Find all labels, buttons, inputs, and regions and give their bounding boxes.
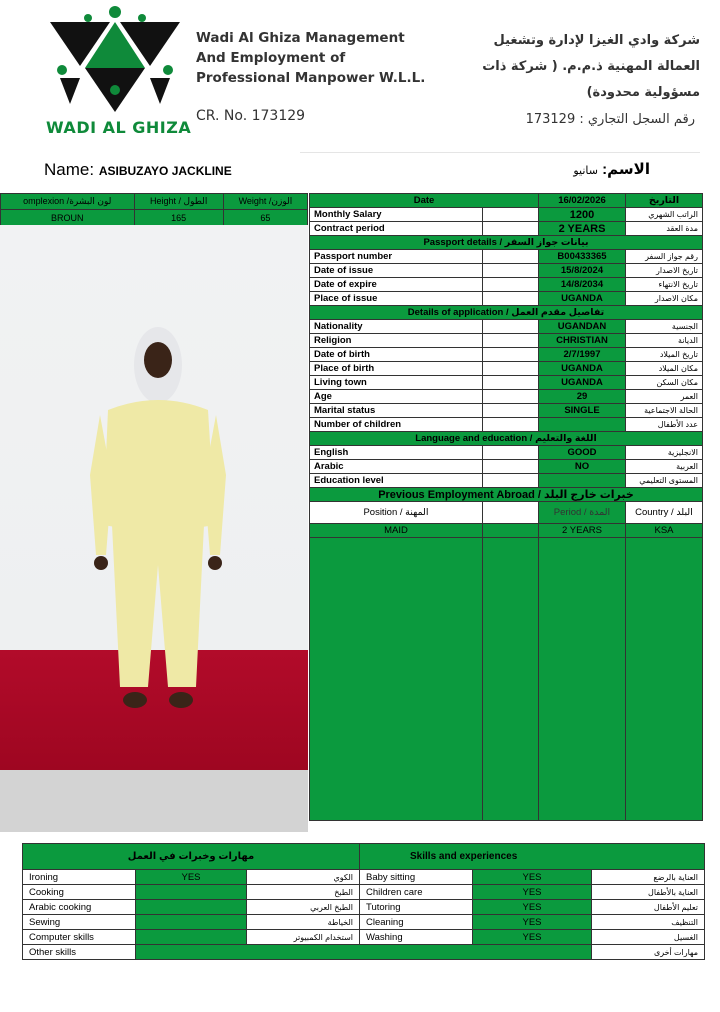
details-table [309, 193, 703, 821]
name-label: Name: [44, 160, 95, 179]
education-label: Education level [310, 474, 483, 488]
issue-date-ar: تاريخ الاصدار [626, 264, 703, 278]
country-header: Country / البلد [626, 502, 703, 524]
cr-number: CR. No. 173129 [196, 108, 306, 124]
contract-label-ar: مدة العقد [626, 222, 703, 236]
complexion-value: BROUN [1, 210, 135, 226]
employment-empty-area [310, 538, 703, 821]
candidate-photo [0, 225, 308, 770]
skill-right-label: Washing [360, 930, 473, 945]
birth-place-value: UGANDA [539, 362, 626, 376]
expire-date-label: Date of expire [310, 278, 483, 292]
skill-left-value: YES [136, 870, 247, 885]
skill-left-label: Sewing [23, 915, 136, 930]
skill-row [23, 930, 705, 945]
skill-right-label: Tutoring [360, 900, 473, 915]
date-label: Date [310, 194, 539, 208]
photo-background-fill [0, 770, 308, 832]
issue-date-label: Date of issue [310, 264, 483, 278]
issue-place-ar: مكان الاصدار [626, 292, 703, 306]
other-skills-row [23, 945, 705, 960]
nationality-ar: الجنسية [626, 320, 703, 334]
physical-table [0, 193, 308, 226]
skill-left-value [136, 885, 247, 900]
salary-label-ar: الراتب الشهري [626, 208, 703, 222]
religion-ar: الديانة [626, 334, 703, 348]
weight-value: 65 [223, 210, 307, 226]
arabic-ar: العربية [626, 460, 703, 474]
arabic-value: NO [539, 460, 626, 474]
date-value: 16/02/2026 [539, 194, 626, 208]
height-value: 165 [134, 210, 223, 226]
skill-right-ar: العناية بالرضع [592, 870, 705, 885]
period-header: Period / المدة [539, 502, 626, 524]
religion-label: Religion [310, 334, 483, 348]
company-logo [40, 4, 200, 140]
contract-value: 2 YEARS [539, 222, 626, 236]
company-name-en: Wadi Al Ghiza Management And Employment of Professional Manpower W.L.L. [196, 30, 426, 86]
passport-number-ar: رقم جواز السفر [626, 250, 703, 264]
skill-right-value: YES [473, 915, 592, 930]
name-row [44, 160, 232, 180]
logo-text: WADI AL GHIZA [46, 118, 192, 137]
skill-left-ar: الطبخ [247, 885, 360, 900]
nationality-label: Nationality [310, 320, 483, 334]
education-ar: المستوى التعليمي [626, 474, 703, 488]
issue-place-value: UGANDA [539, 292, 626, 306]
arabic-label: Arabic [310, 460, 483, 474]
skill-left-ar: استخدام الكمبيوتر [247, 930, 360, 945]
english-value: GOOD [539, 446, 626, 460]
skill-right-value: YES [473, 870, 592, 885]
employment-section-header: Previous Employment Abroad / خبرات خارج البلد [310, 488, 703, 502]
religion-value: CHRISTIAN [539, 334, 626, 348]
issue-place-label: Place of issue [310, 292, 483, 306]
skill-left-ar: الطبخ العربي [247, 900, 360, 915]
skill-left-value [136, 915, 247, 930]
language-section-header: Language and education / اللغة والتعليم [310, 432, 703, 446]
english-label: English [310, 446, 483, 460]
skill-left-ar: الخياطة [247, 915, 360, 930]
name-label-ar: الاسم: [602, 161, 650, 178]
skill-row [23, 870, 705, 885]
birth-place-ar: مكان الميلاد [626, 362, 703, 376]
skill-left-label: Arabic cooking [23, 900, 136, 915]
name-value-ar: سانيو [573, 165, 598, 177]
marital-status-ar: الحالة الاجتماعية [626, 404, 703, 418]
issue-date-value: 15/8/2024 [539, 264, 626, 278]
children-value [539, 418, 626, 432]
passport-number-value: B00433365 [539, 250, 626, 264]
skill-right-value: YES [473, 900, 592, 915]
contract-label: Contract period [310, 222, 483, 236]
weight-header: Weight /الوزن [223, 194, 307, 210]
logo-emblem-icon [40, 4, 190, 116]
skill-left-label: Ironing [23, 870, 136, 885]
salary-label: Monthly Salary [310, 208, 483, 222]
name-value: ASIBUZAYO JACKLINE [98, 164, 232, 178]
skills-title-ar: مهارات وخبرات في العمل [23, 844, 360, 870]
skill-right-ar: العناية بالأطفال [592, 885, 705, 900]
person-figure-icon [0, 225, 308, 770]
passport-section-header: Passport details / بيانات جواز السفر [310, 236, 703, 250]
employment-period-value: 2 YEARS [539, 524, 626, 538]
skill-right-ar: الغسيل [592, 930, 705, 945]
passport-number-label: Passport number [310, 250, 483, 264]
name-row-ar [540, 160, 650, 178]
living-town-ar: مكان السكن [626, 376, 703, 390]
english-ar: الانجليزية [626, 446, 703, 460]
children-ar: عدد الأطفال [626, 418, 703, 432]
children-label: Number of children [310, 418, 483, 432]
skill-row [23, 900, 705, 915]
skill-right-value: YES [473, 885, 592, 900]
skill-right-label: Cleaning [360, 915, 473, 930]
living-town-label: Living town [310, 376, 483, 390]
age-value: 29 [539, 390, 626, 404]
marital-status-value: SINGLE [539, 404, 626, 418]
salary-value: 1200 [539, 208, 626, 222]
nationality-value: UGANDAN [539, 320, 626, 334]
height-header: Height / الطول [134, 194, 223, 210]
age-ar: العمر [626, 390, 703, 404]
living-town-value: UGANDA [539, 376, 626, 390]
skill-right-label: Baby sitting [360, 870, 473, 885]
skills-table [22, 843, 705, 960]
other-skills-label: Other skills [23, 945, 136, 960]
skill-row [23, 885, 705, 900]
complexion-header: omplexion /لون البشرة [1, 194, 135, 210]
skill-left-value [136, 930, 247, 945]
birth-date-ar: تاريخ الميلاد [626, 348, 703, 362]
skill-right-label: Children care [360, 885, 473, 900]
marital-status-label: Marital status [310, 404, 483, 418]
company-name-ar: شركة وادي الغيزا لإدارة وتشغيل العمالة المهنية ذ.م.م. ( شركة ذات مسؤولية محدودة) [482, 33, 700, 100]
header-divider [300, 152, 700, 153]
other-skills-ar: مهارات أخرى [592, 945, 705, 960]
skill-right-ar: التنظيف [592, 915, 705, 930]
skill-left-ar: الكوي [247, 870, 360, 885]
employment-position-value: MAID [310, 524, 483, 538]
birth-place-label: Place of birth [310, 362, 483, 376]
expire-date-ar: تاريخ الانتهاء [626, 278, 703, 292]
skill-row [23, 915, 705, 930]
application-section-header: Details of application / تفاصيل مقدم العمل [310, 306, 703, 320]
employment-country-value: KSA [626, 524, 703, 538]
age-label: Age [310, 390, 483, 404]
other-skills-value [136, 945, 592, 960]
expire-date-value: 14/8/2034 [539, 278, 626, 292]
education-value [539, 474, 626, 488]
skill-left-value [136, 900, 247, 915]
cr-number-ar: رقم السجل التجاري : 173129 [525, 112, 695, 127]
position-header: Position / المهنة [310, 502, 483, 524]
date-label-ar: التاريخ [626, 194, 703, 208]
skill-left-label: Computer skills [23, 930, 136, 945]
skill-right-ar: تعليم الأطفال [592, 900, 705, 915]
skills-title-en: Skills and experiences [360, 844, 705, 870]
birth-date-value: 2/7/1997 [539, 348, 626, 362]
skill-left-label: Cooking [23, 885, 136, 900]
skill-right-value: YES [473, 930, 592, 945]
birth-date-label: Date of birth [310, 348, 483, 362]
